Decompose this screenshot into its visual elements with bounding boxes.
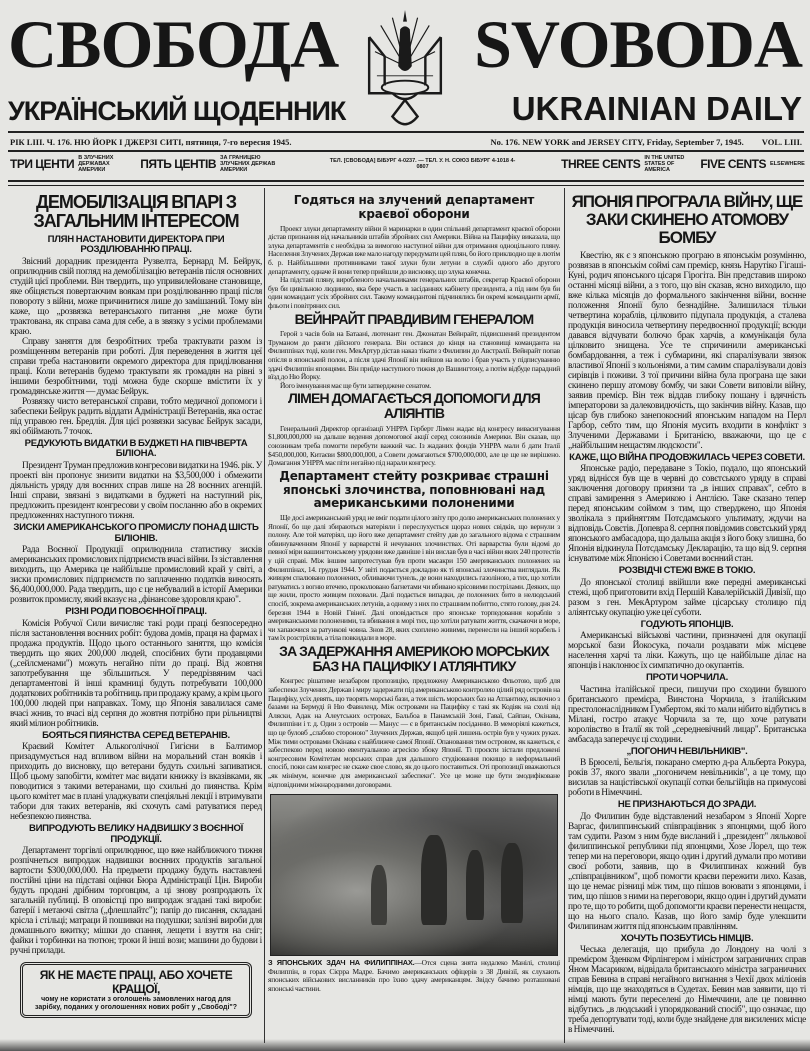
article-paragraph: Президент Труман предложив конгресови видатки на 1946. рік. У проекті він пропонує знизити видатки на $3,500,000 і обмежити діяльність уряду для воєнних справ лише на 28 воєнних агенцій. Інші справи, звязані з видатками в буджеті на наступний рік, предложить президент конгресови у своїм посланню або в окремих предложеннях наступного тижня.	[10, 460, 262, 521]
photo-figure	[466, 850, 484, 920]
phone-numbers: ТЕЛ. [СВОБОДА] БІБУРГ 4-0237. — ТЕЛ. У. Н. СОЮЗ БІБУРГ 4-1018 4-0807	[329, 158, 516, 170]
article-paragraph: До Филипин буде відставлений незабаром з Японії Хорге Варгас, филиппинський співпрацівник з японцями, щоб його там судити. Разом з ним буде висланий і „президент" лялькової филиппинської републики під японцями, Хозе Лорел, що теж тепер ми на переговори, якщо один і другий думали про мотиви своєї роботи, заявив, що в Филиппинах кожний був „співпрацівником", щоб помогти краєви пережити лихо. Казав, що це немає різниці між тим, що пішов воювати з японцями, і тим, що пішов з ними на переговори, якщо один і другий думати про те, що то робити, щоб допомогти краєви перенести нещастя, що на нього спало. Казав, що його замір буде улекшити Филипинам життя під японським правлінням.	[568, 811, 806, 932]
dateline-row	[10, 137, 802, 147]
article	[10, 193, 262, 231]
middle-column-articles	[268, 194, 560, 789]
page-bottom-shadow	[0, 1039, 810, 1051]
article-paragraph: Квестію, як є з японською програю в японськім розумінню, розвязав в японськім соймі сам премієр, князь Нарутіко Гігаші-Куні, родич японського цісаря Гірогіта. Він представив широко останні місяці війни, а з того, що він сказав, ясно виходило, що вже кілька місяців до формального закінчення війни, воєнне положення Японії було безнадійне. Залишилася тільки четвертина кораблів, цілковито підупала продукція, а сталева продукція виносила четвертину передвоєнної продукції; всюди давався відчувати болючо брак харчів, а комунікація була цілковито знищена. Усе те спричинили американські бомбардовання, а теж і субмарини, які спаралізували звязок властивої Японії з кольоніями, а тим самим спаралізували довіз сирівців і поживи. З тої причини війна була програна ще заки скинено першу атомову бомбу, чи заки Совети виповіли війну, заявив премієр. Він теж віддав глибоку пошану і вдячність імператорови за далековидючість, що закінчив війну. Казав, що цісар був глибоко занепокоєний японським нападом на Перл Гарбор, себто тим, що Японія мусить входити в конфлікт з Злученими Державами і Британією, вважаючи, що це є „найбільшим нещастям людскости".	[568, 250, 806, 451]
article	[268, 644, 560, 789]
article-paragraph: В Брюселі, Бельгія, покарано смертю д-ра Альберта Рокура, років 37, якого звали „погоничем невільників", а це тому, що висилав за націстівської окупації сотки бельгійців на примусові роботи в Німеччині.	[568, 758, 806, 799]
price-bar-ukrainian	[10, 155, 284, 173]
article	[568, 620, 806, 672]
price-three-cents-en: THREE CENTS	[561, 157, 641, 171]
dateline-english: No. 176. NEW YORK and JERSEY CITY, Friday, September 7, 1945.	[490, 137, 744, 147]
price-three-cents-en-note: IN THE UNITED STATES OF AMERICA	[644, 155, 685, 173]
price-rule	[8, 180, 804, 182]
price-five-cents-ua: ПЯТЬ ЦЕНТІВ	[140, 157, 216, 171]
ad-headline: ЯК НЕ МАЄТЕ ПРАЦІ, АБО ХОЧЕТЕ КРАЩОЇ,	[39, 968, 233, 997]
price-five-cents-ua-note: ЗА ГРАНИЦЕЮ ЗЛУЧЕНИХ ДЕРЖАВ АМЕРИКИ	[220, 155, 276, 173]
article	[10, 731, 262, 823]
article-paragraph: Генеральний Директор організації УНРРА Герберт Лімен жадає від конгресу вивасигування $1,800,000,000 на дальше ведення допомогової акції серед союзників Америки. Він сказав, що союзникам треба помогти перебути важкий час. Із жаданих фондів УНРРА мали б дати Італії $450,000,000, Китаєви $800,000,000, а Совети домагаються $700,000,000, але це ще не вирішено. Домагання УНРРА має піти негайно під нарали конгресу.	[268, 423, 560, 468]
article	[10, 235, 262, 437]
article-headline: РОЗВІДЧІ СТЕЖІ ВЖЕ В ТОКІО.	[618, 565, 756, 577]
middle-column	[268, 192, 560, 993]
price-five-cents-en-note: ELSEWHERE	[770, 161, 805, 167]
article-paragraph: Справу заняття для безробітних треба трактувати разом із розміщенням ветеранів при роботі. Для переведення в життя цеї справи треба настановити окремого директора для приділювання праці. Коли ветеранів будемо трактувати як громадян на рівні з іншими безробітними, тоді можна буде скорше вмістити їх у громадянське життя — думає Бейрук.	[10, 336, 262, 397]
article-paragraph: Розвязку чисто ветеранської справи, тобто медичної допомоги і забеспеки Бейрук радить віддати Адміністрації Ветеранів, яка остає під управою ген. Бредлія. Для цієї розвязки засуває Бейрук засади, які обіймають 7 точок.	[10, 396, 262, 437]
article	[10, 439, 262, 521]
article-paragraph: Комісія Робучої Сили вичисляє такі роди праці безпосередно після застановлення воєнних робіт: будова домів, праця на фармах і продажа продуктів. Щодо цього останнього заняття, що комісія твердить що яких 200,000 людей, спосібних бути продавцями („сейлсменами") можуть негайно піти до праці. Від жовтня запотребування ще збільшиться. У передрізвяним часі департаментові й інші крамниці будуть потребувати 100,000 додаткових робітників та робітниць при продажу краму, а крім цього 100,000 людей при направках. Тому, що Японія завалилася саме вчасі жнив, то вчасі від серпня до жовтня потрібно при рільництві який мілион робітників.	[10, 618, 262, 729]
price-rule-thin	[8, 185, 804, 186]
article-headline: КАЖЕ, ЩО ВІЙНА ПРОДОВЖИЛАСЬ ЧЕРЕЗ СОВЕТИ.	[569, 451, 805, 463]
article-headline: Департамент стейту розкриває страшні японські злочинства, поповнювані над американськими полоненими	[279, 468, 549, 511]
article-paragraph: Конгрес рішатиме незабаром пропозицію, предложену Американською Фльотою, щоб для забеспеки Злучених Держав і миру задержати під американською контролею цілий ряд островів на Пацифіку, усіх девять, що творять морські бази, а теж шість морських баз на Атлантику, включно з базами на Бермуді й Ню Фавнленд. Між островами на Пацифіку є такі як Кодіяк на схолі від Аляски, Адак на Алеутських островах, Бальбоа в Панамській Зоні, Гаваї, Сайпан, Окінава, Филиппіни і т. д. Один з островів — Манус — є в британськім посіданню. В меморіялі кажеться, що це буловб „слабою стороною" Злучених Держав, якщоб цей лишень острів був у чужих руках. Між тими островами Окінава є найближче самої Японії. Опановання тим островом, як кажеться, є забеспекою перед новою евентуальною агресією збоку Японії. Ті проєкти зістали предложені конгресовим Комітетам морських справ для дальшого студіювання покищо в неформальний спосіб, поки сам конгрес не скаже свое слово, як до цього поставиться. Оті пропозиції вважаються „як мінімум, конечне для американської забеспеки". Усе це може ще бути змодифіковане відповідними міжнародними договорами.	[268, 676, 560, 789]
left-column	[10, 192, 262, 1018]
article	[568, 747, 806, 799]
article-headline: ГОДУЮТЬ ЯПОНЦІВ.	[640, 618, 734, 630]
photo-caption-title: З ЯПОНСЬКИХ ЗДАЧ НА ФИЛИППІНАХ.	[268, 958, 415, 968]
article-headline: РЕДУКУЮТЬ ВИДАТКИ В БУДЖЕТІ НА ПІВЧВЕРТА БІЛІОНА.	[24, 437, 248, 460]
article-paragraph: Проект злуки департаменту війни й маринарки в один спільний департамент краєвої оборони дістав признання від начальників штабів збройних сил Америки. Війна на Пацифіку виказала, що злука департаментів є необхідна за вимогою наступної війни для отримання одноцільного пляну. Населення Злучених Держав вже мало нагоду передумати цей плян, бо його приклюдно ще в лютім б. р. Найбільшими противниками такої злуки були летуни в службі одного або другого департаменту, одначе й вони тепер прийшли до висновку, що злука конечна.	[268, 223, 560, 276]
price-five-cents-en: FIVE CENTS	[700, 157, 766, 171]
article-headline: ВЕЙНРАЙТ ПРАВДИВИМ ГЕНЕРАЛОМ	[294, 310, 534, 327]
article	[568, 566, 806, 618]
article	[568, 800, 806, 932]
article-paragraph: На підставі пляну, виробленого начальниками генеральних штабів, секретар Краєвої оборони був би цивільною людиною, яка бере участь в засіданнях кабінету президента, а під ним був би один командант усіх збройних сил. Такому командантові підчинялись би окремі команданти армії, фльоти і повітряних сил.	[268, 275, 560, 310]
photo-figure	[421, 835, 447, 925]
column-divider	[264, 188, 265, 1043]
price-three-cents-ua: ТРИ ЦЕНТИ	[10, 157, 75, 171]
masthead-subtitle-english: UKRAINIAN DAILY	[511, 90, 802, 127]
article-paragraph: Звісний дорадник президента Рузвелта, Бернард М. Бейрук, оприлюднив свій погляд на демобілізацію ветеранів після основних студій цієї проблеми. Він твердить, що упривилейоване становище, яке обіцяється повертаючим воякам при розділюванню праці після повороту з війни, може причинитися лише до замішаний. Тому він каже, що „розвязка ветеранського питання „не може бути трактована, як справа сама для себе, а в звязку з усіми проблемами краю.	[10, 256, 262, 337]
article-paragraph: Герой з часів боїв на Батаані, лютенант ген. Джонатан Вейнрайт, підвисшений президентом Труманом до ранги дійсного генерала. Він остався до кінця на становищі команданта на Филиппінах тоді, коли ген. МекАртур дістав наказ тікати з Филипин до Австралії. Вейнрайт попав опісля в японський полон, а після здачі Японії він вийшов на волю і брав участь у підписуванню здачі Филиппін японцями. Він приїде наступного тижня до Вашингтону, а потім відбуде парадний вїзд до Ню Йорку.	[268, 329, 560, 382]
left-column-articles	[10, 193, 262, 956]
job-ad-box	[20, 962, 252, 1018]
masthead-title-ukrainian: СВОБОДА	[8, 6, 339, 82]
article	[10, 607, 262, 729]
article-headline: ПРОТИ ЧОРЧИЛА.	[646, 672, 728, 684]
right-column-articles	[568, 193, 806, 1035]
article	[268, 312, 560, 391]
column-divider	[564, 188, 565, 1043]
article-headline: НЕ ПРИЗНАЮТЬСЯ ДО ЗРАДИ.	[617, 799, 757, 811]
volume-number: VOL. LIII.	[761, 137, 802, 147]
masthead-subtitle-ukrainian: УКРАЇНСЬКИЙ ЩОДЕННИК	[8, 96, 346, 126]
article	[268, 391, 560, 467]
photo-figure	[501, 843, 523, 923]
article-headline: „ПОГОНИЧ НЕВІЛЬНИКІВ".	[626, 745, 748, 757]
article-paragraph: Рада Воєнної Продукції оприлюднила статистику зисків американських промислових підприємств вчасі війни. Із зіставлення виходить, що Америка це найбільше промисловий край у світі, а зиски промислових підприємств по заплаченню податків виносять $6,400,000,000. Рада твердить, що є це небувалий в історії Америки розвиток промислу, який вказує на „фінансове здоровля краю".	[10, 545, 262, 606]
article	[568, 934, 806, 1036]
price-bar-english	[561, 155, 805, 173]
article-paragraph: Японське радіо, передаване з Токіо, подало, що японський уряд віднісся був ще в червні до совєтського уряду в справі заключення договору приязни та „в інших справах", себто в справі замирення з Америкою і Англією. Таке сказано тепер перед японським соймом з тим, що стверджено, що Японія зволікала з прийняттям Потсдамського ультимату, ждучи на відповідь Совєтів. Допевра 8. серпня повідомив совєтський уряд японського амбасадора, що дальша акція з його боку злишна, бо Японія відкинула Потсдамську Декларацію, та що від 9. серпня існуватиме між Японією і Советами воєнний стан.	[568, 464, 806, 565]
right-column	[568, 192, 806, 1036]
article-headline: ЗА ЗАДЕРЖАННЯ АМЕРИКОЮ МОРСЬКИХ БАЗ НА ПАЦИФІКУ І АТЛЯНТИКУ	[279, 643, 549, 674]
article	[568, 673, 806, 745]
dateline-ukrainian: РІК LIII. Ч. 176. НЮ ЙОРК І ДЖЕРЗІ СИТІ, пятниця, 7-го вересня 1945.	[10, 137, 292, 147]
article-headline: ПЛЯН НАСТАНОВИТИ ДИРЕКТОРА ПРИ РОЗДІЛЮВАННЮ ПРАЦІ.	[47, 233, 225, 256]
masthead-title-english: SVOBODA	[474, 6, 802, 82]
ad-text: чому не користати з оголошень замовлених нагод для зарібку, поданих у оголошеннях нових робіт у „Свободі"?	[35, 996, 237, 1012]
article-paragraph: Чеська делегація, що прибула до Лондону на чолі з премієром Зденком Фірлінгером і міністром заграничних справ Яном Масариком, відвідала британського міністра заграничних справ Бевина в справі негайного вигнання з Чехії двох міліонів німців, що ще знаходяться в Судетах. Бевин мав заявити, що ті німці мають бути переселені до Німеччини, але це повинно відбутись „в людський і упорядкований спосіб", що означає, що треба депортувати тоді, коли буде знайдене для висилених місце в Німеччині.	[568, 945, 806, 1036]
news-photo	[270, 794, 558, 956]
article	[268, 194, 560, 311]
article-headline: ЛІМЕН ДОМАГАЄТЬСЯ ДОПОМОГИ ДЛЯ АЛІЯНТІВ	[287, 390, 541, 422]
article-paragraph: Ще досі американський уряд не вміг подати цілого звіту про долю американських полонених у Японії, бо ще далі збираються матеріяли і переслухується щораз нових свідків, що вернули з полону. Але той матеріял, що його вже департамент стейту дав до загального відома є страшним обвинуваченням Японії у варварстві й нечуваних злочинствах. Оті варварства були відомі до певної міри вашингтонському урядови вже давніше і він вислав був в часі війни яких 240 протестів у цій справі. Між іншим запротестував був проти масакри 150 американських полонених на Филиппінах, 14. грудня 1944. У звіті подається докладно як ті японські злочинства виглядали. Як живцем спалювано полонених, обливаючи тунель, де вони находились газоліною, а тих, що хотіли ратуватись з вогню втечею, проколювано багнетами чи вбивано крісовими пострілами. Деяких, що ще жили, просто живцем поховали. Далі подається випадки, де полонених бито в нелюдський спосіб, зокрема американських летунів, а одному з них по страшним побиттю, стято голову, дня 24. березня 1944 в Новій Гвінеї. Далі оповідається про японське торпедовання кораблів з американськими полоненими, та вбивання в морі тих, що хотіли ратувати життя, скачаючи в море, чи хапаючися за ратункові човна. Знов 28, яких схоплено живими, перенесли на інший корабель і там їх розстріляли, а тіла повкидали в море.	[268, 513, 560, 643]
article-headline: ХОЧУТЬ ПОЗБУТИСЬ НІМЦІВ.	[620, 932, 754, 944]
article-paragraph: Краєвий Комітет Алькоголічної Гигієни в Балтимор призадумується над впливом війни на моральний стан вояків і приходить до висновку, що ветерани будуть схильні запиватися. Щоб цьому запобігти, комітет має видати книжку із вказівками, як поводитися з такими ветеранами, що схильні до пиянства. Крім цього комітет має в плані уладжувати спеціяльні лекції і втримувати табори для таких ветеранів, які схочуть самі ратуватися перед небезпекою пиянства.	[10, 742, 262, 823]
article-headline: Годяться на злучений департамент краєвої оборони	[293, 193, 535, 221]
dateline-rule	[8, 150, 804, 152]
article-paragraph: Американські військові частини, призначені для окупації морської бази Йокосука, почали роздавати між місцеве населення харчі та ліки. Кажуть, що це найбільше ділає на японців і наклонює їх симпатично до окупантів.	[568, 631, 806, 672]
article-headline: ЯПОНІЯ ПРОГРАЛА ВІЙНУ, ЩЕ ЗАКИ СКИНЕНО АТОМОВУ БОМБУ	[571, 192, 803, 247]
article-headline: ЗИСКИ АМЕРИКАНСЬКОГО ПРОМИСЛУ ПОНАД ШІСТЬ БІЛІОНІВ.	[13, 521, 259, 544]
photo-caption	[268, 959, 560, 993]
price-three-cents-ua-note: В ЗЛУЧЕНИХ ДЕРЖАВАХ АМЕРИКИ	[78, 155, 114, 173]
article	[568, 193, 806, 451]
article-headline: РІЗНІ РОДИ ПОВОЄННОЇ ПРАЦІ.	[65, 606, 207, 618]
masthead-rule	[8, 131, 804, 133]
article-headline: ВИПРОДУЮТЬ ВЕЛИКУ НАДВИШКУ З ВОЄННОЇ ПРОДУКЦІЇ.	[28, 823, 244, 845]
article-paragraph: Департамент торгівлі оприлюднює, що вже найближчого тижня розпічнеться випродаж надвишки воєнних продуктів загальної вартости $300,000,000. На предмети продажу будуть наставлені постійні ціни на підставі оцінки Бюра Адміністрації Цін. Вироби будуть продані дрібним торговцям, а ці знову розпродають їх загальній публиці. В оповістці про випродаж згадані такі вироби: батерії і метаючі світла („флешлайтс"); папір до писання, складані крісла і стільці; матраци й пошивки на подушки; залізні вироби для домашнього вжитку; мішки до спання, лещети і взуття на сніг; файки і торбинки на тютюн; троки й інші вози; машини до будови і ручні прилади.	[10, 846, 262, 957]
article	[268, 470, 560, 643]
price-row	[10, 155, 805, 173]
article	[568, 453, 806, 565]
photo-figure	[371, 865, 387, 925]
article	[10, 824, 262, 956]
article-headline: БОЯТЬСЯ ПИЯНСТВА СЕРЕД ВЕТЕРАНІВ.	[42, 729, 230, 741]
trident-emblem-icon	[362, 8, 448, 132]
article-paragraph: Його іменування має ще бути затверджене сенатом.	[280, 380, 432, 390]
article-headline: ДЕМОБІЛІЗАЦІЯ ВПАРІ З ЗАГАЛЬНИМ ІНТЕРЕСОМ	[33, 192, 239, 231]
article	[10, 523, 262, 605]
article-paragraph: Частина італійської преси, пишучи про сходини бувшого британського премієра, Винстона Чорчила, з італійським престолонаслідником Гумбертом, які то мали нібито відбутись в Мілані, гостро атакує Чорчила за те, що хоче ратувати королівство в Італії як той „середневічний лицар". Британська амбасада заперечує ці сходини.	[568, 684, 806, 745]
photo-caption-text: —Отся сцена знята недалеко Манілі, столиці Филиппін, в горах Сієрра Мадре. Бачимо американських офіцерів з 38 Дивізії, як слухають японських військових висланників про їхню здачу американцям. Звідсу бачимо розташовані японські частини.	[268, 958, 560, 993]
article-paragraph: До японської столиці ввійшли вже передні американські стежі, щоб приготовити вхід Першій Кавалерійській Дивізії, що разом з ген. МекАртуром займе цісарську столицю під аліянтську окупацію уже цеї суботи.	[568, 577, 806, 618]
